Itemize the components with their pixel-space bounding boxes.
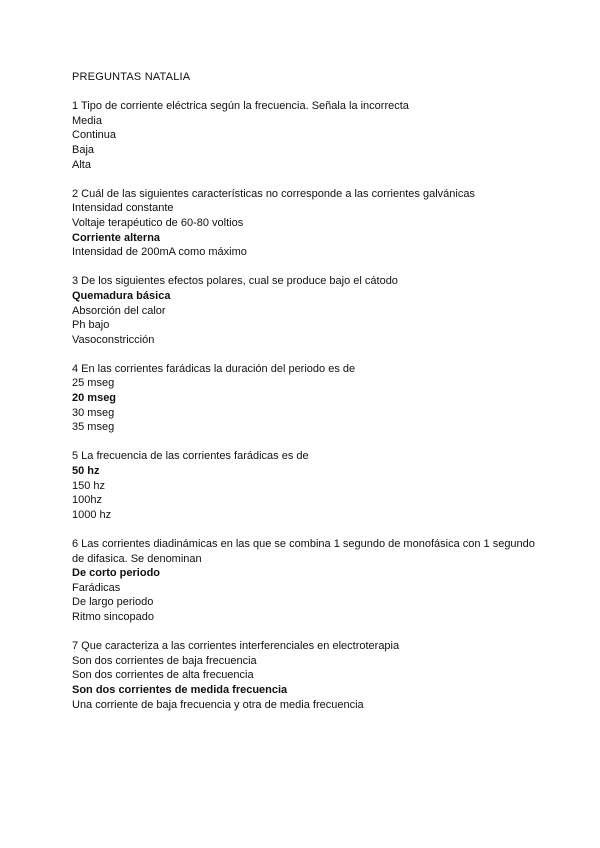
question-1 [72,99,542,172]
answer-option: Voltaje terapéutico de 60-80 voltios [72,216,244,229]
question-3 [72,274,542,347]
answer-option: Son dos corrientes de alta frecuencia [72,669,254,682]
answer-option: Intensidad de 200mA como máximo [72,246,247,259]
question-5 [72,449,542,522]
answer-option: Continua [72,129,117,142]
answer-option: Media [72,114,102,127]
question-7 [72,639,542,712]
question-text: 1 Tipo de corriente eléctrica según la frecuencia. Señala la incorrecta [72,100,409,113]
question-text: 2 Cuál de las siguientes características no corresponde a las corrientes galvánicas [72,187,475,200]
answer-option: Vasoconstricción [72,333,155,346]
answer-option-highlighted: 50 hz [72,465,100,478]
answer-option: Alta [72,158,91,171]
question-2 [72,187,542,260]
document-title: PREGUNTAS NATALIA [72,71,191,83]
question-4 [72,362,542,435]
document-page [72,70,542,727]
answer-option: De largo periodo [72,596,154,609]
answer-option: Intensidad constante [72,202,174,215]
question-list [72,99,542,712]
answer-option-highlighted: Corriente alterna [72,231,161,244]
answer-option: Son dos corrientes de baja frecuencia [72,654,257,667]
question-text: 5 La frecuencia de las corrientes farádicas es de [72,450,309,463]
answer-option: 25 mseg [72,377,115,390]
question-text: 6 Las corrientes diadinámicas en las que se combina 1 segundo de monofásica con 1 segundo de difasica. Se denominan [72,538,535,565]
answer-option: 100hz [72,494,102,507]
answer-option: 30 mseg [72,406,115,419]
answer-option: Baja [72,143,95,156]
answer-option-highlighted: 20 mseg [72,392,117,405]
answer-option: Ph bajo [72,319,110,332]
question-text: 7 Que caracteriza a las corrientes interferenciales en electroterapia [72,640,400,653]
answer-option: 150 hz [72,479,106,492]
question-text: 3 De los siguientes efectos polares, cual se produce bajo el cátodo [72,275,398,288]
answer-option-highlighted: Quemadura básica [72,289,171,302]
answer-option: Una corriente de baja frecuencia y otra de media frecuencia [72,698,364,711]
answer-option: Farádicas [72,581,121,594]
answer-option: 35 mseg [72,421,115,434]
answer-option-highlighted: De corto periodo [72,567,161,580]
answer-option: 1000 hz [72,508,112,521]
question-text: 4 En las corrientes farádicas la duración del periodo es de [72,362,356,375]
question-6 [72,537,542,625]
answer-option: Ritmo sincopado [72,610,154,623]
answer-option: Absorción del calor [72,304,166,317]
answer-option-highlighted: Son dos corrientes de medida frecuencia [72,683,288,696]
